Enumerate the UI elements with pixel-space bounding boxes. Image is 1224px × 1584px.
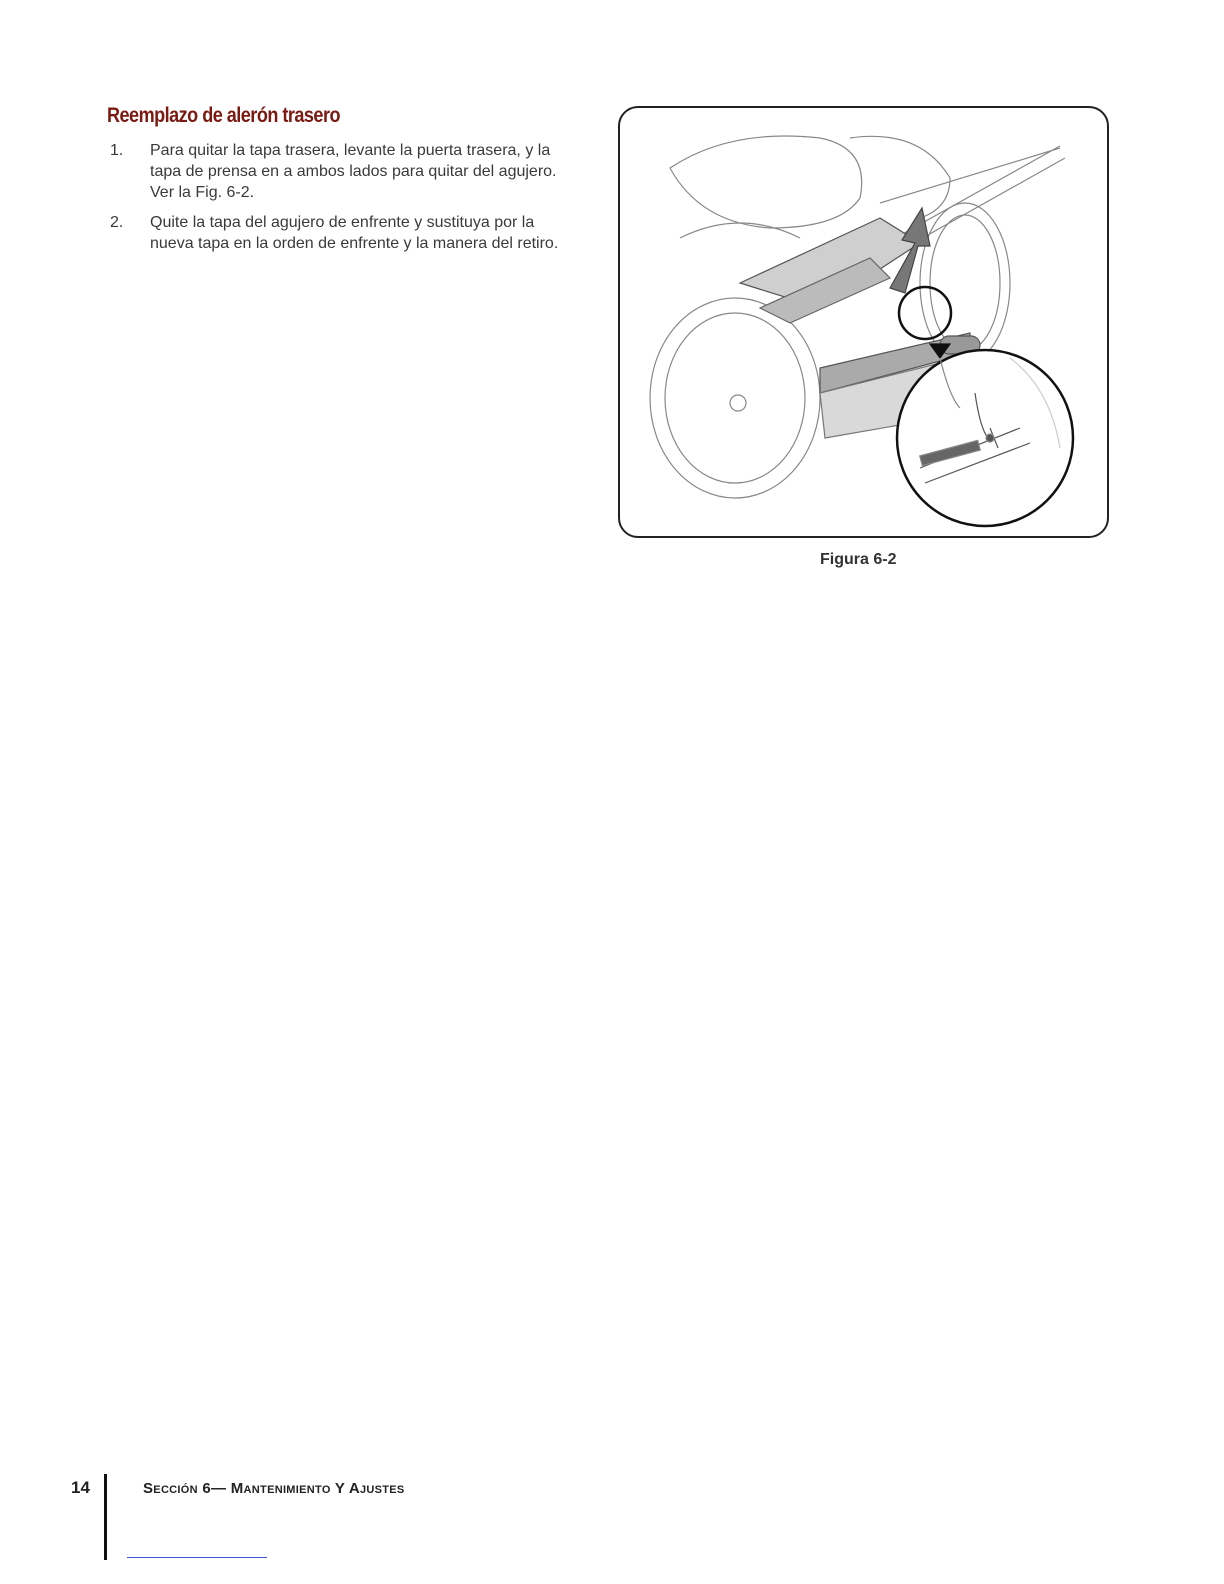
bottom-underline — [127, 1557, 267, 1558]
instruction-list — [110, 140, 580, 263]
footer-section-title: Sección 6— Mantenimiento Y Ajustes — [143, 1480, 405, 1497]
list-item — [110, 140, 580, 203]
step-text: Quite la tapa del agujero de enfrente y sustituya por la nueva tapa en la orden de enfrente y la manera del retiro. — [150, 214, 559, 252]
list-item — [110, 212, 580, 254]
step-text: Para quitar la tapa trasera, levante la puerta trasera, y la tapa de prensa en a ambos lados para quitar del agujero. Ver la Fig. 6-2. — [150, 142, 557, 201]
figure-caption: Figura 6-2 — [820, 551, 897, 568]
footer-divider — [104, 1474, 107, 1560]
page-number: 14 — [71, 1478, 90, 1497]
step-number: 1. — [110, 142, 124, 159]
figure-frame — [618, 106, 1109, 538]
section-heading: Reemplazo de alerón trasero — [107, 104, 340, 127]
step-number: 2. — [110, 214, 124, 231]
mower-rear-flap-illustration — [620, 108, 1107, 536]
